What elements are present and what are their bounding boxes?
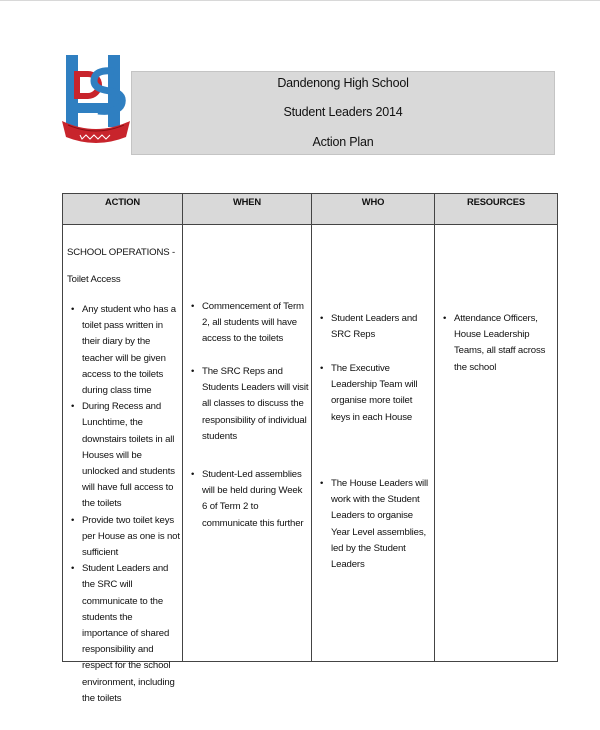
list-item: • Student Leaders and the SRC will communicate to the students the importance of shared responsibility and respect for the school environment, including the toilets bbox=[63, 561, 182, 707]
school-crest-icon bbox=[60, 51, 132, 153]
when-cell bbox=[183, 225, 312, 662]
who-cell bbox=[312, 225, 435, 662]
when-list bbox=[183, 364, 311, 445]
list-item: • The Executive Leadership Team will organise more toilet keys in each House bbox=[312, 361, 434, 426]
when-list bbox=[183, 467, 311, 532]
action-section-heading: SCHOOL OPERATIONS - bbox=[67, 247, 176, 258]
action-subheading: Toilet Access bbox=[67, 274, 121, 285]
table-header-row bbox=[63, 194, 558, 225]
list-item: • Any student who has a toilet pass written in their diary by the teacher will be given access to the toilets during class time bbox=[63, 302, 182, 399]
list-item: • Attendance Officers, House Leadership Teams, all staff across the school bbox=[435, 311, 557, 376]
action-plan-table bbox=[62, 193, 558, 704]
school-name: Dandenong High School bbox=[277, 76, 409, 90]
who-list bbox=[312, 361, 434, 426]
document-type: Action Plan bbox=[312, 135, 374, 149]
resources-cell bbox=[435, 225, 558, 662]
title-box bbox=[131, 71, 555, 155]
column-header-when: WHEN bbox=[183, 194, 312, 225]
column-header-action: ACTION bbox=[63, 194, 183, 225]
list-item: • Provide two toilet keys per House as one is not sufficient bbox=[63, 513, 182, 562]
list-item: • Student Leaders and SRC Reps bbox=[312, 311, 434, 343]
school-logo bbox=[60, 51, 132, 153]
list-item: • The SRC Reps and Students Leaders will visit all classes to discuss the responsibility of individual students bbox=[183, 364, 311, 445]
list-item: • The House Leaders will work with the Student Leaders to organise Year Level assemblies, led by the Student Leaders bbox=[312, 476, 434, 573]
action-list bbox=[63, 302, 182, 707]
column-header-who: WHO bbox=[312, 194, 435, 225]
list-item: • During Recess and Lunchtime, the downstairs toilets in all Houses will be unlocked and students will have full access to the toilets bbox=[63, 399, 182, 512]
document-subtitle: Student Leaders 2014 bbox=[283, 105, 403, 119]
list-item: • Student-Led assemblies will be held during Week 6 of Term 2 to communicate this further bbox=[183, 467, 311, 532]
action-cell bbox=[63, 225, 183, 704]
list-item: • Commencement of Term 2, all students will have access to the toilets bbox=[183, 299, 311, 348]
when-list bbox=[183, 299, 311, 348]
who-list bbox=[312, 476, 434, 573]
who-list bbox=[312, 311, 434, 343]
table-row bbox=[63, 225, 558, 662]
column-header-resources: RESOURCES bbox=[435, 194, 558, 225]
resources-list bbox=[435, 311, 557, 376]
